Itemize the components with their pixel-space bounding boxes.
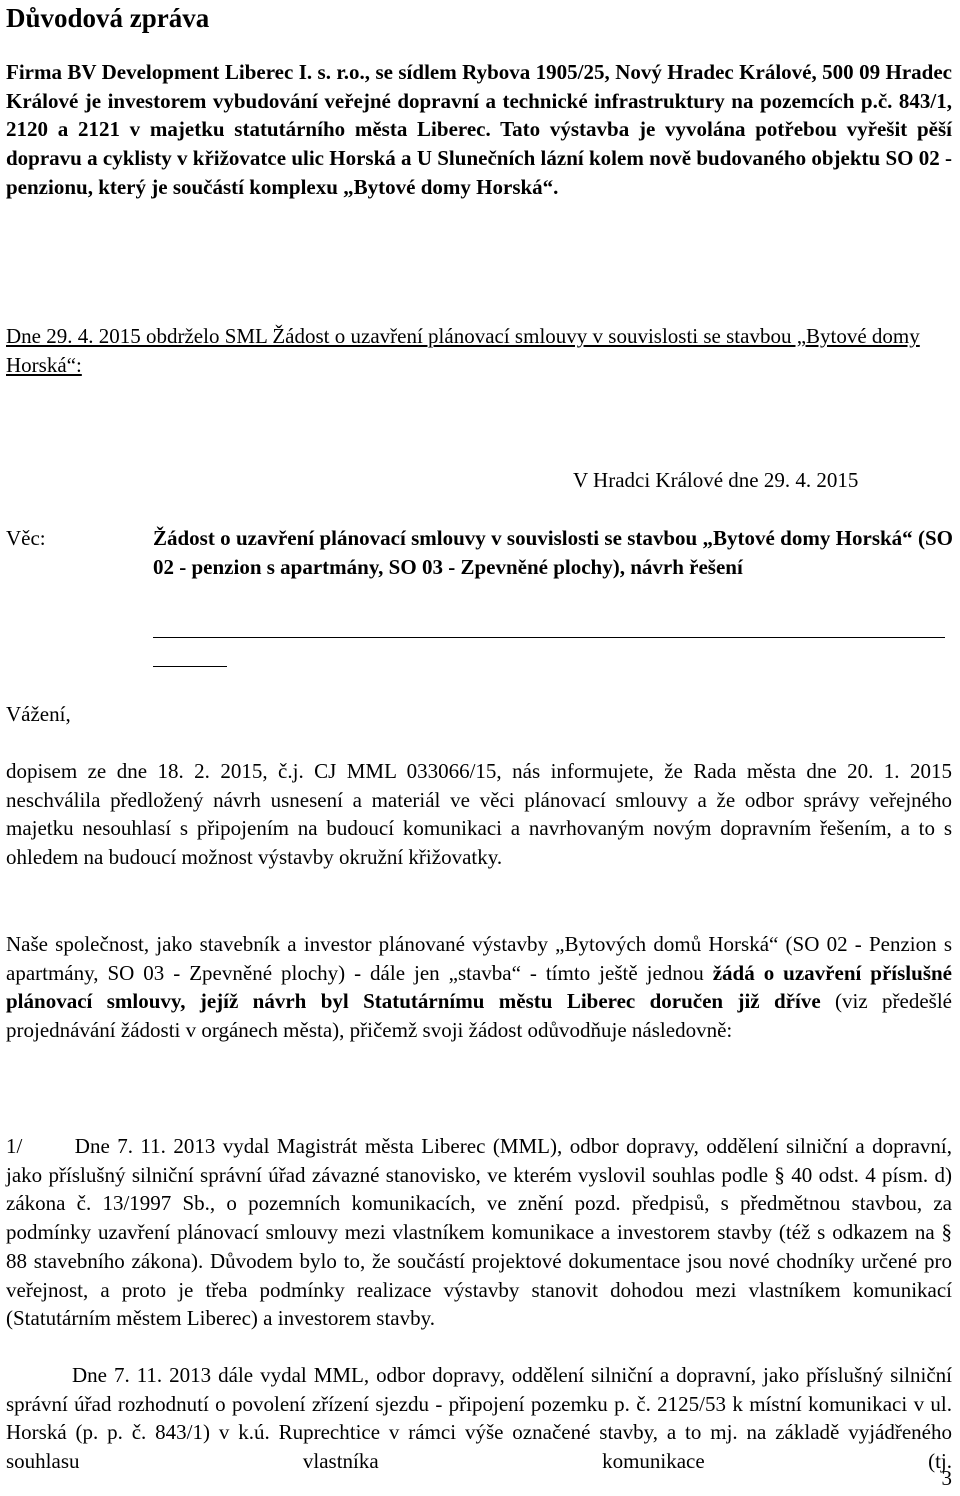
item-1-text: Dne 7. 11. 2013 vydal Magistrát města Liberec (MML), odbor dopravy, oddělení silniční a dopravní, jako příslušný silniční správní úřad závazné stanovisko, ve kterém vyslovil souhlas podle § 40 odst. 4 písm. d) zákona č. 13/1997 Sb., o pozemních komunikacích, ve znění pozd. předpisů, s předmětnou stavbou, za podmínky uzavření plánovací smlouvy mezi vlastníkem komunikace a investorem stavby (též s odkazem na § 88 stavebního zákona). Důvodem bylo to, že součástí projektové dokumentace jsou nové chodníky určené pro veřejnost, a proto je třeba podmínky realizace výstavby stanovit dohodou mezi vlastníkem komunikací (Statutárním městem Liberec) a investorem stavby. (6, 1134, 952, 1331)
item-1 (6, 1132, 952, 1333)
item-1-number: 1/ (6, 1134, 23, 1158)
body2-text-a: Naše společnost, jako stavebník a investor plánované výstavby „Bytových domů Horská“ (SO 02 - Penzion s apartmány, SO 03 - Zpevněné plochy) - dále jen „stavba“ - tímto ještě jednou (6, 932, 952, 985)
received-note (6, 322, 952, 379)
place-date: V Hradci Králové dne 29. 4. 2015 (573, 468, 859, 492)
salutation: Vážení, (6, 702, 71, 726)
subject-underline-1 (153, 637, 945, 638)
intro-text-b: Tato výstavba je vyvolána potřebou vyřešit pěší dopravu a cyklisty v křižovatce ulic Horská a U Slunečních lázní kolem nově budovaného objektu SO 02 - penzionu, který je součástí komplexu „Bytové domy Horská“. (6, 117, 952, 199)
subject-label: Věc: (6, 526, 46, 550)
body2-text-c: (viz předešlé projednávání žádosti v orgánech města), přičemž svoji žádost odůvodňuje následovně: (6, 989, 952, 1043)
page-number: 3 (941, 1466, 952, 1490)
subject-text: Žádost o uzavření plánovací smlouvy v souvislosti se stavbou „Bytové domy Horská“ (SO 02 - penzion s apartmány, SO 03 - Zpevněné plochy), návrh řešení (153, 526, 953, 579)
document-title: Důvodová zpráva (6, 3, 210, 33)
body-paragraph-1: dopisem ze dne 18. 2. 2015, č.j. CJ MML 033066/15, nás informujete, že Rada města dne 20. 1. 2015 neschválila předložený návrh usnesení a materiál ve věci plánovací smlouvy a že odbor správy veřejného majetku nesouhlasí s připojením na budoucí komunikaci a navrhovaným novým dopravním řešením, a to s ohledem na budoucí možnost výstavby okružní křižovatky. (6, 759, 952, 870)
received-text: Dne 29. 4. 2015 obdrželo SML Žádost o uzavření plánovací smlouvy v souvislosti se stavbou „Bytové domy Horská“: (6, 324, 920, 377)
intro-paragraph (6, 58, 952, 202)
body-paragraph-2 (6, 930, 952, 1045)
body2-bold-request: žádá o uzavření příslušné plánovací smlouvy, jejíž návrh byl Statutárnímu městu Liberec doručen již dříve (6, 960, 952, 1014)
subject-underline-2 (153, 666, 227, 667)
intro-text-a: Firma BV Development Liberec I. s. r.o., se sídlem Rybova 1905/25, Nový Hradec Králové, 500 09 Hradec Králové je investorem vybudování veřejné dopravní a technické infrastruktury na pozemcích p.č. 843/1, 2120 a 2121 v majetku statutárního města Liberec. (6, 60, 952, 142)
item-1-continuation: Dne 7. 11. 2013 dále vydal MML, odbor dopravy, oddělení silniční a dopravní, jako příslušný silniční správní úřad rozhodnutí o povolení zřízení sjezdu - připojení pozemku p. č. 2125/53 k místní komunikaci v ul. Horská (p. p. č. 843/1) v k.ú. Ruprechtice v rámci výše označené stavby, a to mj. na základě vyjádřeného souhlasu vlastníka komunikace (tj. (6, 1363, 952, 1474)
